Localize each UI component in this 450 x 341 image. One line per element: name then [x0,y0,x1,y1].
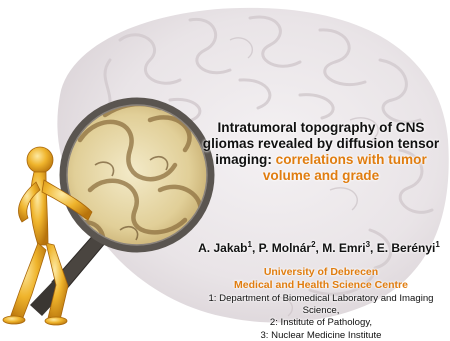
author-affiliation-number: 1 [435,240,440,249]
author-name: M. Emri [322,241,366,255]
centre-name: Medical and Health Science Centre [234,279,408,291]
presentation-title [198,120,444,184]
author-affiliation-number: 3 [365,240,371,249]
author-name: P. Molnár [258,241,312,255]
author-affiliation-number: 2 [311,240,316,249]
university-name: University of Debrecen [263,266,379,278]
title-main-text: Intratumoral topography of CNS gliomas revealed by diffusion tensor imaging: [202,120,440,167]
title-highlight-text: correlations with tumor volume and grade [262,152,427,183]
department-1: 1: Department of Biomedical Laboratory and Imaging Science, [208,293,434,316]
author-name: A. Jakab [198,241,248,255]
department-2: 2: Institute of Pathology, [269,317,373,329]
author-name: E. Berényi [376,241,436,255]
author-affiliation-number: 1 [247,240,252,249]
author-list: A. Jakab$^1$, P. Molnár$^2$, M. Emri$^3$, E. Berényi$^1$ [198,240,440,255]
department-3: 3: Nuclear Medicine Institute [260,329,382,341]
affiliation-block [196,266,446,341]
